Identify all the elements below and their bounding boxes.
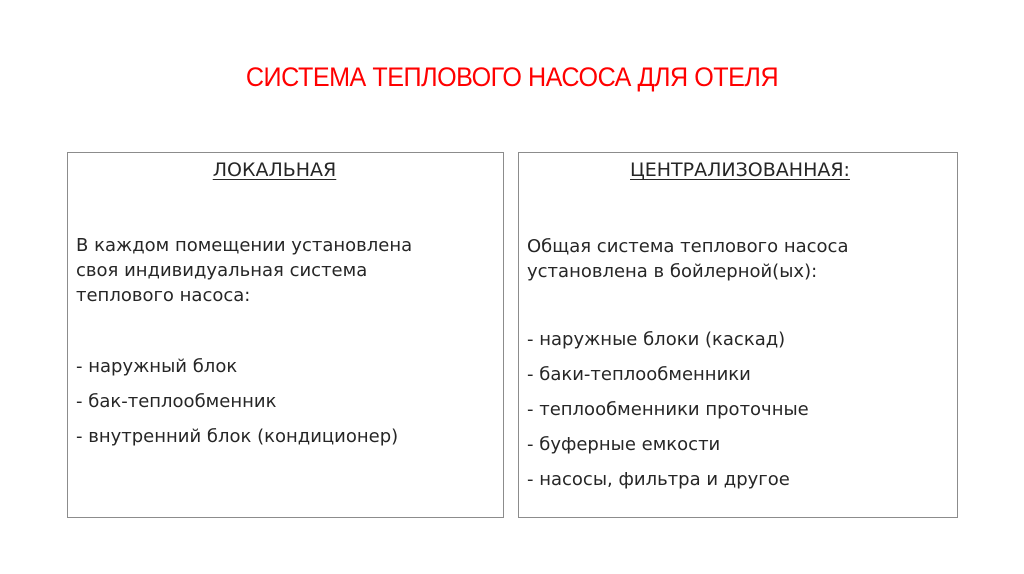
list-item: - бак-теплообменник xyxy=(76,391,277,412)
list-item: - насосы, фильтра и другое xyxy=(527,469,790,490)
list-item: - буферные емкости xyxy=(527,434,721,455)
centralized-system-heading xyxy=(519,159,957,181)
local-system-panel xyxy=(67,152,504,518)
centralized-system-panel xyxy=(518,152,958,518)
list-item: - теплообменники проточные xyxy=(527,399,809,420)
list-item: - внутренний блок (кондиционер) xyxy=(76,426,399,447)
local-system-heading-text: ЛОКАЛЬНАЯ xyxy=(212,159,337,181)
local-system-description: В каждом помещении установлена своя индивидуальная система теплового насоса: xyxy=(76,235,413,306)
centralized-system-heading-text: ЦЕНТРАЛИЗОВАННАЯ: xyxy=(630,159,850,181)
list-item: - баки-теплообменники xyxy=(527,364,751,385)
list-item: - наружный блок xyxy=(76,356,238,377)
local-system-heading xyxy=(68,159,503,181)
local-system-list xyxy=(76,353,495,458)
list-item: - наружные блоки (каскад) xyxy=(527,329,786,350)
centralized-system-description: Общая система теплового насоса установлена в бойлерной(ых): xyxy=(527,236,849,282)
slide-title: СИСТЕМА ТЕПЛОВОГО НАСОСА ДЛЯ ОТЕЛЯ xyxy=(245,62,779,92)
centralized-system-list xyxy=(527,326,949,501)
